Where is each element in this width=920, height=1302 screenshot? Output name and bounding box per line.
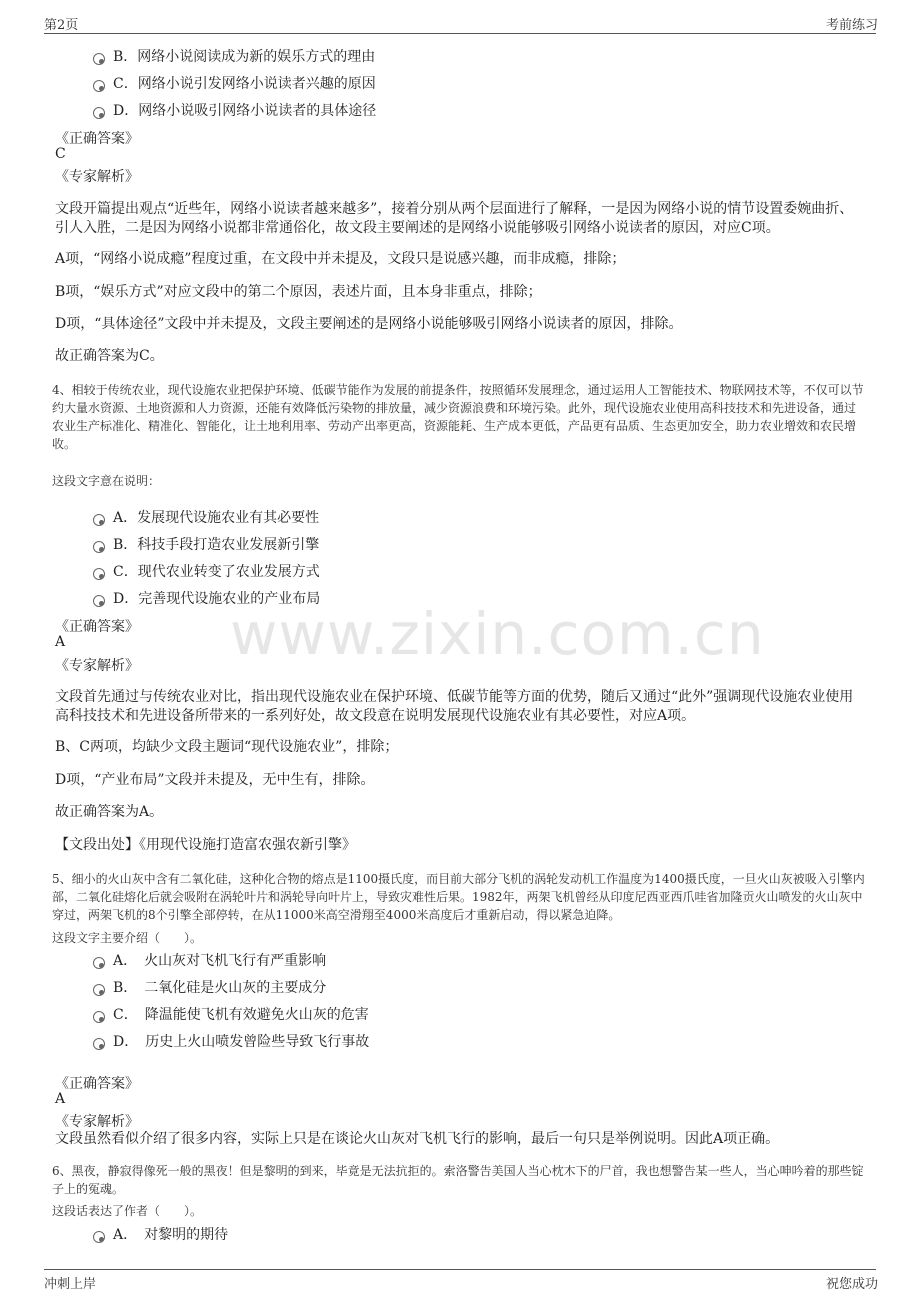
watermark: www.zixin.com.cn [230, 600, 765, 668]
radio-icon [93, 107, 105, 119]
header-title: 考前练习 [826, 18, 879, 33]
q5-answer: A [55, 1091, 66, 1107]
radio-icon [93, 514, 105, 526]
page-number: 第2页 [44, 18, 79, 33]
q3-conclusion: 故正确答案为C。 [55, 348, 164, 364]
q4-source: 【文段出处】《用现代设施打造富农强农新引擎》 [55, 837, 356, 853]
q4-answer-label: 《正确答案》 [55, 619, 139, 635]
footer-rule [44, 1269, 876, 1270]
q4-answer: A [55, 634, 66, 650]
q4-stem: 4、相较于传统农业，现代设施农业把保护环境、低碳节能作为发展的前提条件，按照循环发展理念，通过运用人工智能技术、物联网技术等，不仅可以节约大量水资源、土地资源和人力资源，还能有效降低污染物的排放量，减少资源浪费和环境污染。此外，现代设施农业使用高科技技术和先进设备，通过农业生产标准化、精准化、智能化，让土地利用率、劳动产出率更高，资源能耗、生产成本更低，产品更有品质、生态更加安全，助力农业增效和农民增收。 [52, 383, 864, 451]
q5-option-a[interactable]: A． 火山灰对飞机飞行有严重影响 [93, 950, 326, 970]
q6-prompt: 这段话表达了作者（ ）。 [52, 1204, 203, 1218]
q3-answer: C [55, 146, 66, 162]
q3-answer-label: 《正确答案》 [55, 131, 139, 147]
radio-icon [93, 1038, 105, 1050]
q3-analysis-label: 《专家解析》 [55, 169, 139, 185]
radio-icon [93, 595, 105, 607]
q5-option-d[interactable]: D． 历史上火山喷发曾险些导致飞行事故 [93, 1031, 369, 1051]
radio-icon [93, 568, 105, 580]
q3-option-b[interactable]: B．网络小说阅读成为新的娱乐方式的理由 [93, 46, 375, 66]
q6-stem: 6、黑夜，静寂得像死一般的黑夜！但是黎明的到来，毕竟是无法抗拒的。索洛警告美国人当心枕木下的尸首，我也想警告某一些人，当心呻吟着的那些锭子上的冤魂。 [52, 1164, 864, 1196]
q3-analysis-3: B项，“娱乐方式”对应文段中的第二个原因，表述片面，且本身非重点，排除； [55, 284, 542, 300]
q6-option-a[interactable]: A． 对黎明的期待 [93, 1224, 228, 1244]
q4-analysis-3: D项，“产业布局”文段并未提及，无中生有，排除。 [55, 772, 375, 788]
footer-right: 祝您成功 [826, 1277, 879, 1292]
q5-analysis: 文段虽然看似介绍了很多内容，实际上只是在谈论火山灰对飞机飞行的影响，最后一句只是举例说明。因此A项正确。 [55, 1131, 780, 1147]
q5-stem: 5、细小的火山灰中含有二氧化硅，这种化合物的熔点是1100摄氏度，而目前大部分飞机的涡轮发动机工作温度为1400摄氏度，一旦火山灰被吸入引擎内部，二氧化硅熔化后就会吸附在涡轮叶片和涡轮导向叶片上，导致灾难性后果。1982年，两架飞机曾经从印度尼西亚西爪哇省加隆贡火山喷发的火山灰中穿过，两架飞机的8个引擎全部停转，在从11000米高空滑翔至4000米高度后才重新启动，得以紧急迫降。 [52, 872, 865, 922]
radio-icon [93, 53, 105, 65]
radio-icon [93, 80, 105, 92]
q4-conclusion: 故正确答案为A。 [55, 804, 164, 820]
q3-analysis-2: A项，“网络小说成瘾”程度过重，在文段中并未提及，文段只是说感兴趣，而非成瘾，排除； [55, 251, 626, 267]
q4-analysis-2: B、C两项，均缺少文段主题词“现代设施农业”，排除； [55, 739, 399, 755]
q4-analysis-1: 文段首先通过与传统农业对比，指出现代设施农业在保护环境、低碳节能等方面的优势，随后又通过“此外”强调现代设施农业使用高科技技术和先进设备所带来的一系列好处，故文段意在说明发展现代设施农业有其必要性，对应A项。 [55, 689, 854, 724]
footer-left: 冲刺上岸 [44, 1277, 97, 1292]
q5-option-b[interactable]: B． 二氧化硅是火山灰的主要成分 [93, 977, 326, 997]
q5-answer-label: 《正确答案》 [55, 1076, 139, 1092]
q5-option-c[interactable]: C． 降温能使飞机有效避免火山灰的危害 [93, 1004, 369, 1024]
q4-option-d[interactable]: D．完善现代设施农业的产业布局 [93, 588, 320, 608]
q5-analysis-label: 《专家解析》 [55, 1114, 139, 1130]
q5-prompt: 这段文字主要介绍（ ）。 [52, 931, 203, 945]
radio-icon [93, 1011, 105, 1023]
radio-icon [93, 957, 105, 969]
q3-option-c[interactable]: C．网络小说引发网络小说读者兴趣的原因 [93, 73, 376, 93]
q4-option-c[interactable]: C．现代农业转变了农业发展方式 [93, 561, 320, 581]
q3-option-d[interactable]: D．网络小说吸引网络小说读者的具体途径 [93, 100, 376, 120]
radio-icon [93, 541, 105, 553]
radio-icon [93, 984, 105, 996]
q4-option-b[interactable]: B．科技手段打造农业发展新引擎 [93, 534, 319, 554]
q4-option-a[interactable]: A．发展现代设施农业有其必要性 [93, 507, 319, 527]
q3-analysis-4: D项，“具体途径”文段中并未提及，文段主要阐述的是网络小说能够吸引网络小说读者的原因，排除。 [55, 316, 683, 332]
q4-prompt: 这段文字意在说明： [52, 474, 161, 488]
radio-icon [93, 1231, 105, 1243]
header-rule [44, 33, 876, 34]
q4-analysis-label: 《专家解析》 [55, 658, 139, 674]
q3-analysis-1: 文段开篇提出观点“近些年，网络小说读者越来越多”，接着分别从两个层面进行了解释，一是因为网络小说的情节设置委婉曲折、引人入胜，二是因为网络小说都非常通俗化，故文段主要阐述的是网络小说能够吸引网络小说读者的原因，对应C项。 [55, 201, 854, 236]
